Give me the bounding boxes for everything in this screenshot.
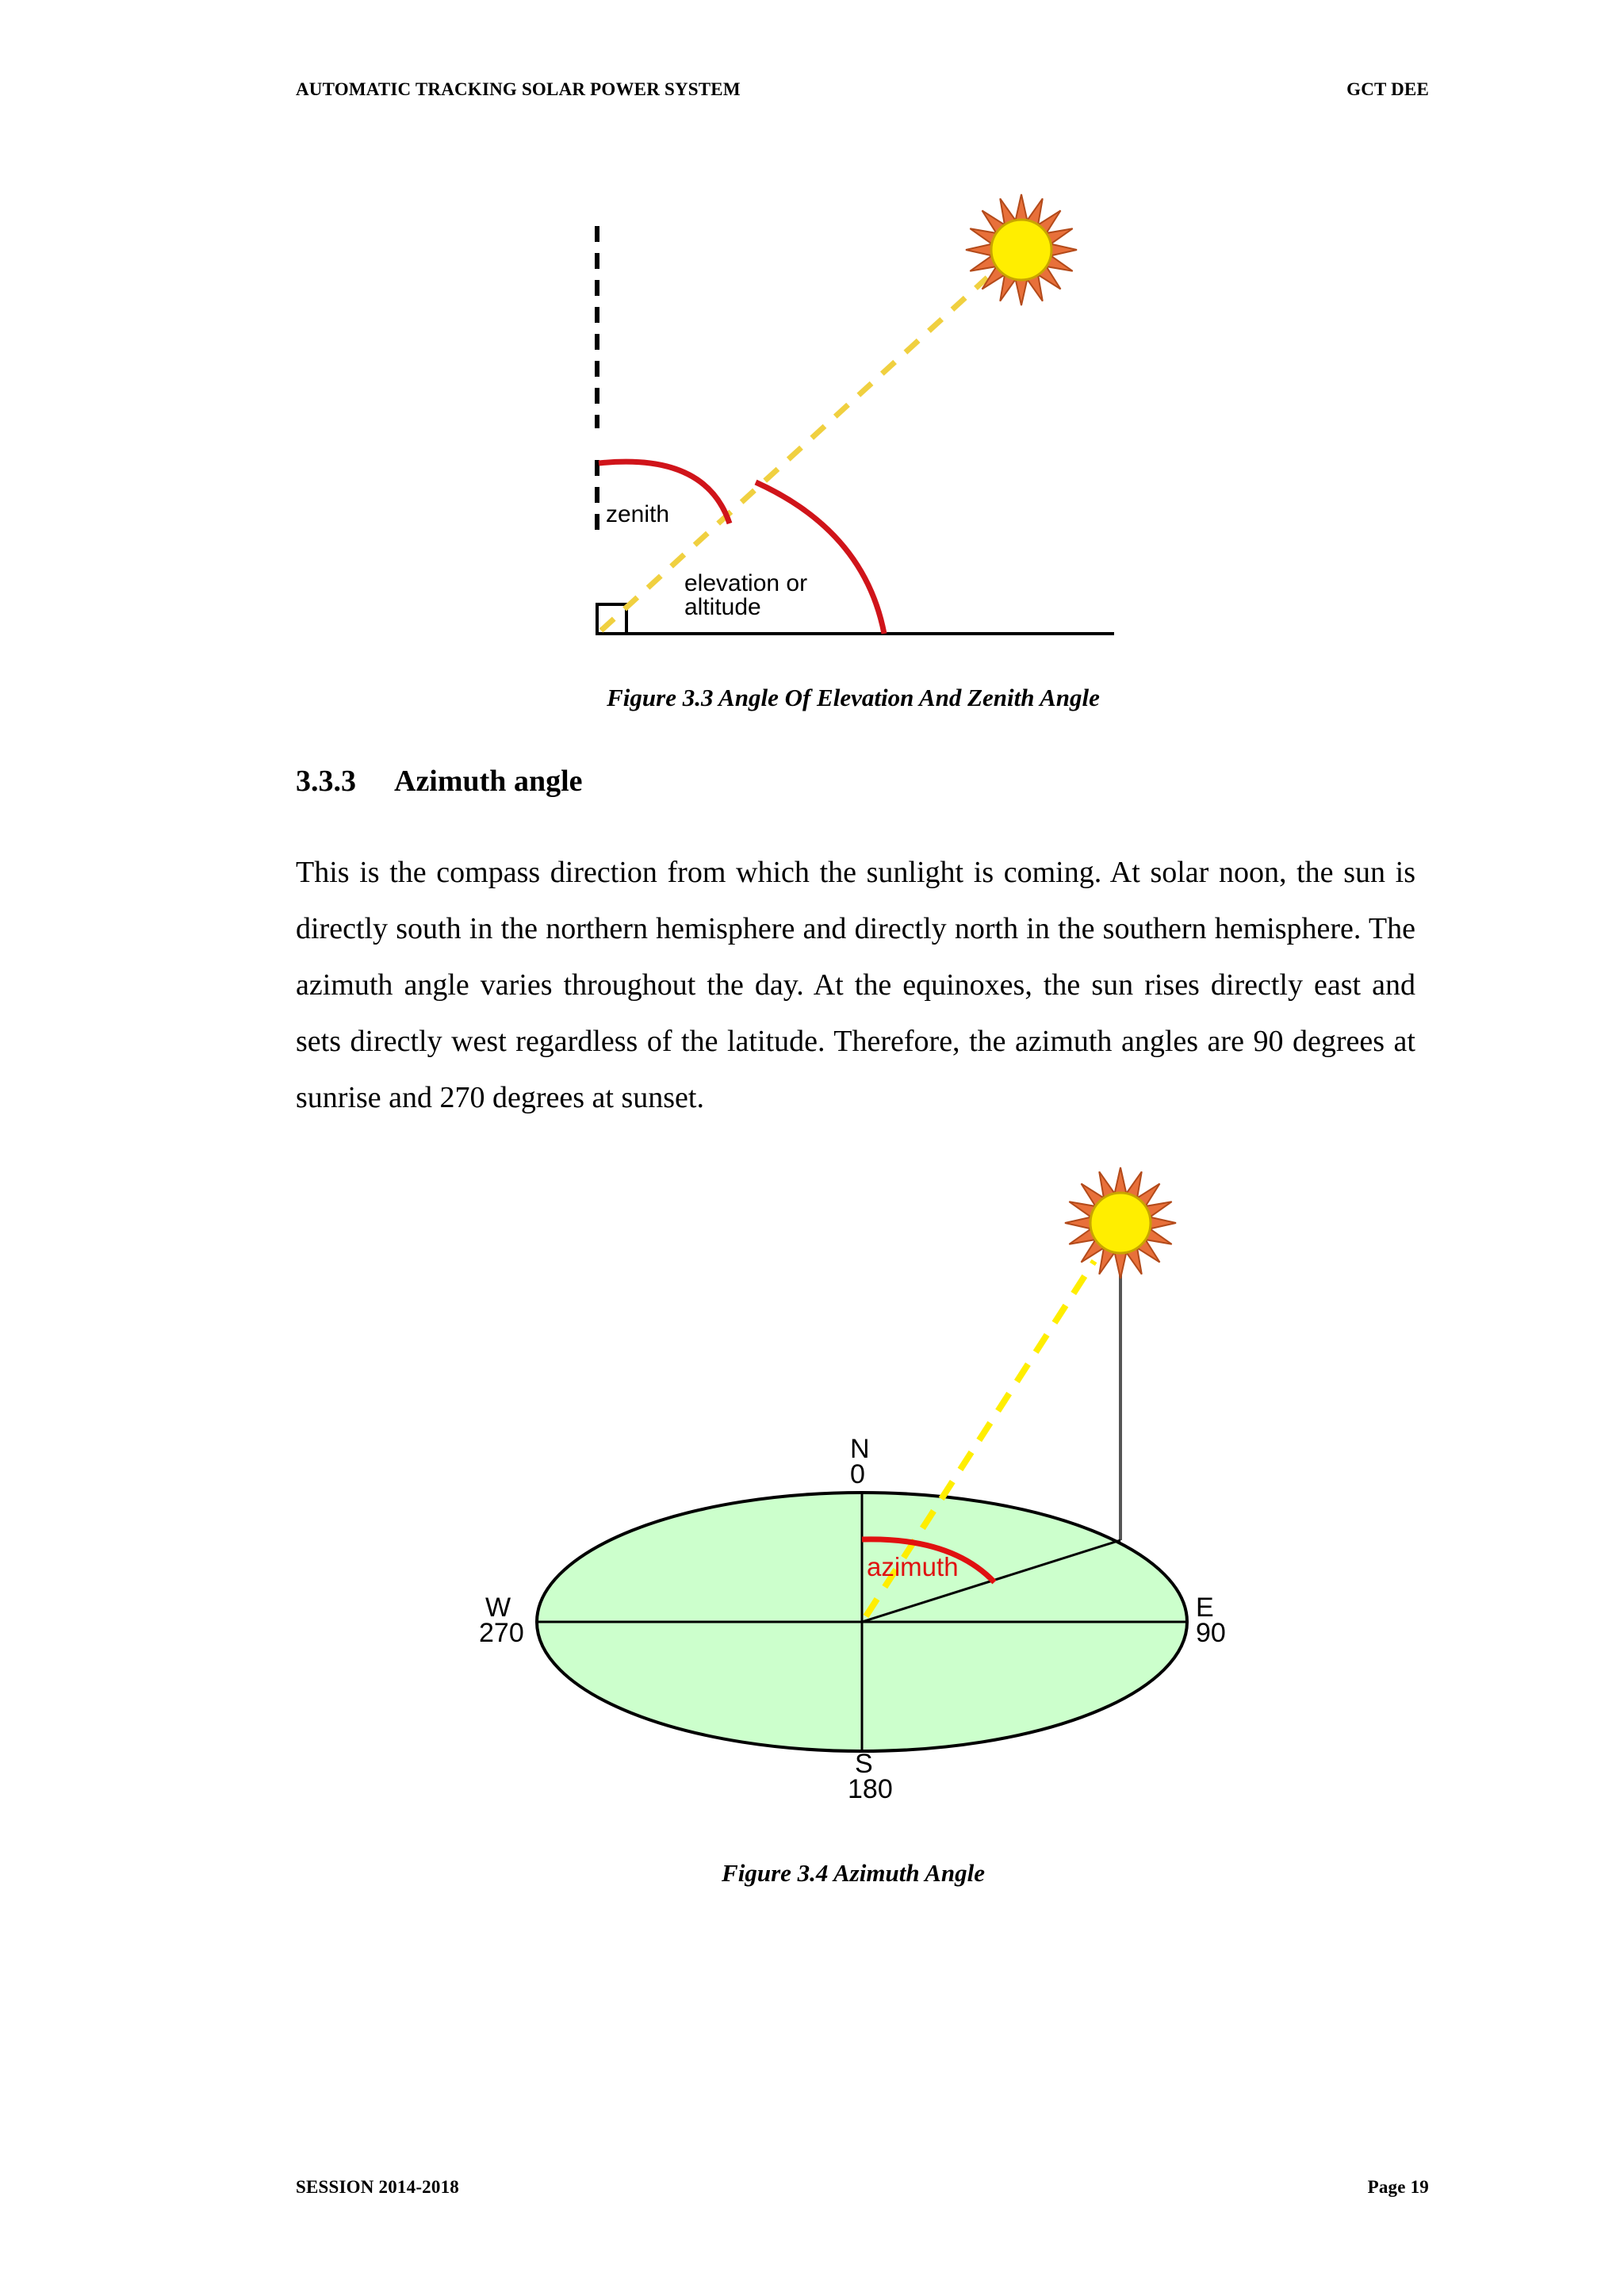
north-degree-label: 0 — [850, 1459, 865, 1489]
elevation-arc — [756, 482, 884, 634]
east-degree-label: 90 — [1196, 1618, 1226, 1648]
north-label: N — [850, 1434, 870, 1464]
figure-3-4-caption: Figure 3.4 Azimuth Angle — [722, 1859, 985, 1887]
azimuth-diagram — [468, 1158, 1245, 1808]
elevation-label-line1: elevation or — [684, 570, 808, 596]
footer-session: SESSION 2014-2018 — [296, 2177, 459, 2197]
azimuth-paragraph: This is the compass direction from which the sunlight is coming. At solar noon, the sun is directly south in the northern hemisphere and directly north in the southern hemisphere. The azimuth angle varies throughout the day. At the equinoxes, the sun rises directly east and sets directly west regardless of the latitude. Therefore, the azimuth angles are 90 degrees at sunrise and 270 degrees at sunset. — [296, 856, 1415, 1114]
figure-3-3-caption: Figure 3.3 Angle Of Elevation And Zenith Angle — [607, 684, 1100, 711]
east-label: E — [1196, 1593, 1214, 1623]
azimuth-label: azimuth — [867, 1552, 959, 1581]
footer-page-number: Page 19 — [1367, 2177, 1429, 2197]
section-heading — [296, 764, 583, 799]
header-title: AUTOMATIC TRACKING SOLAR POWER SYSTEM — [296, 79, 741, 99]
sun-icon — [966, 194, 1077, 305]
section-number: 3.3.3 — [296, 765, 356, 798]
zenith-label: zenith — [606, 501, 670, 527]
header-department: GCT DEE — [1346, 79, 1429, 99]
south-degree-label: 180 — [848, 1774, 893, 1804]
south-label: S — [855, 1749, 873, 1779]
west-degree-label: 270 — [479, 1618, 524, 1648]
elevation-label-line2: altitude — [684, 594, 761, 620]
sun-icon — [1065, 1167, 1176, 1278]
elevation-zenith-diagram — [555, 190, 1142, 650]
west-label: W — [485, 1593, 511, 1623]
section-title: Azimuth angle — [394, 765, 583, 798]
